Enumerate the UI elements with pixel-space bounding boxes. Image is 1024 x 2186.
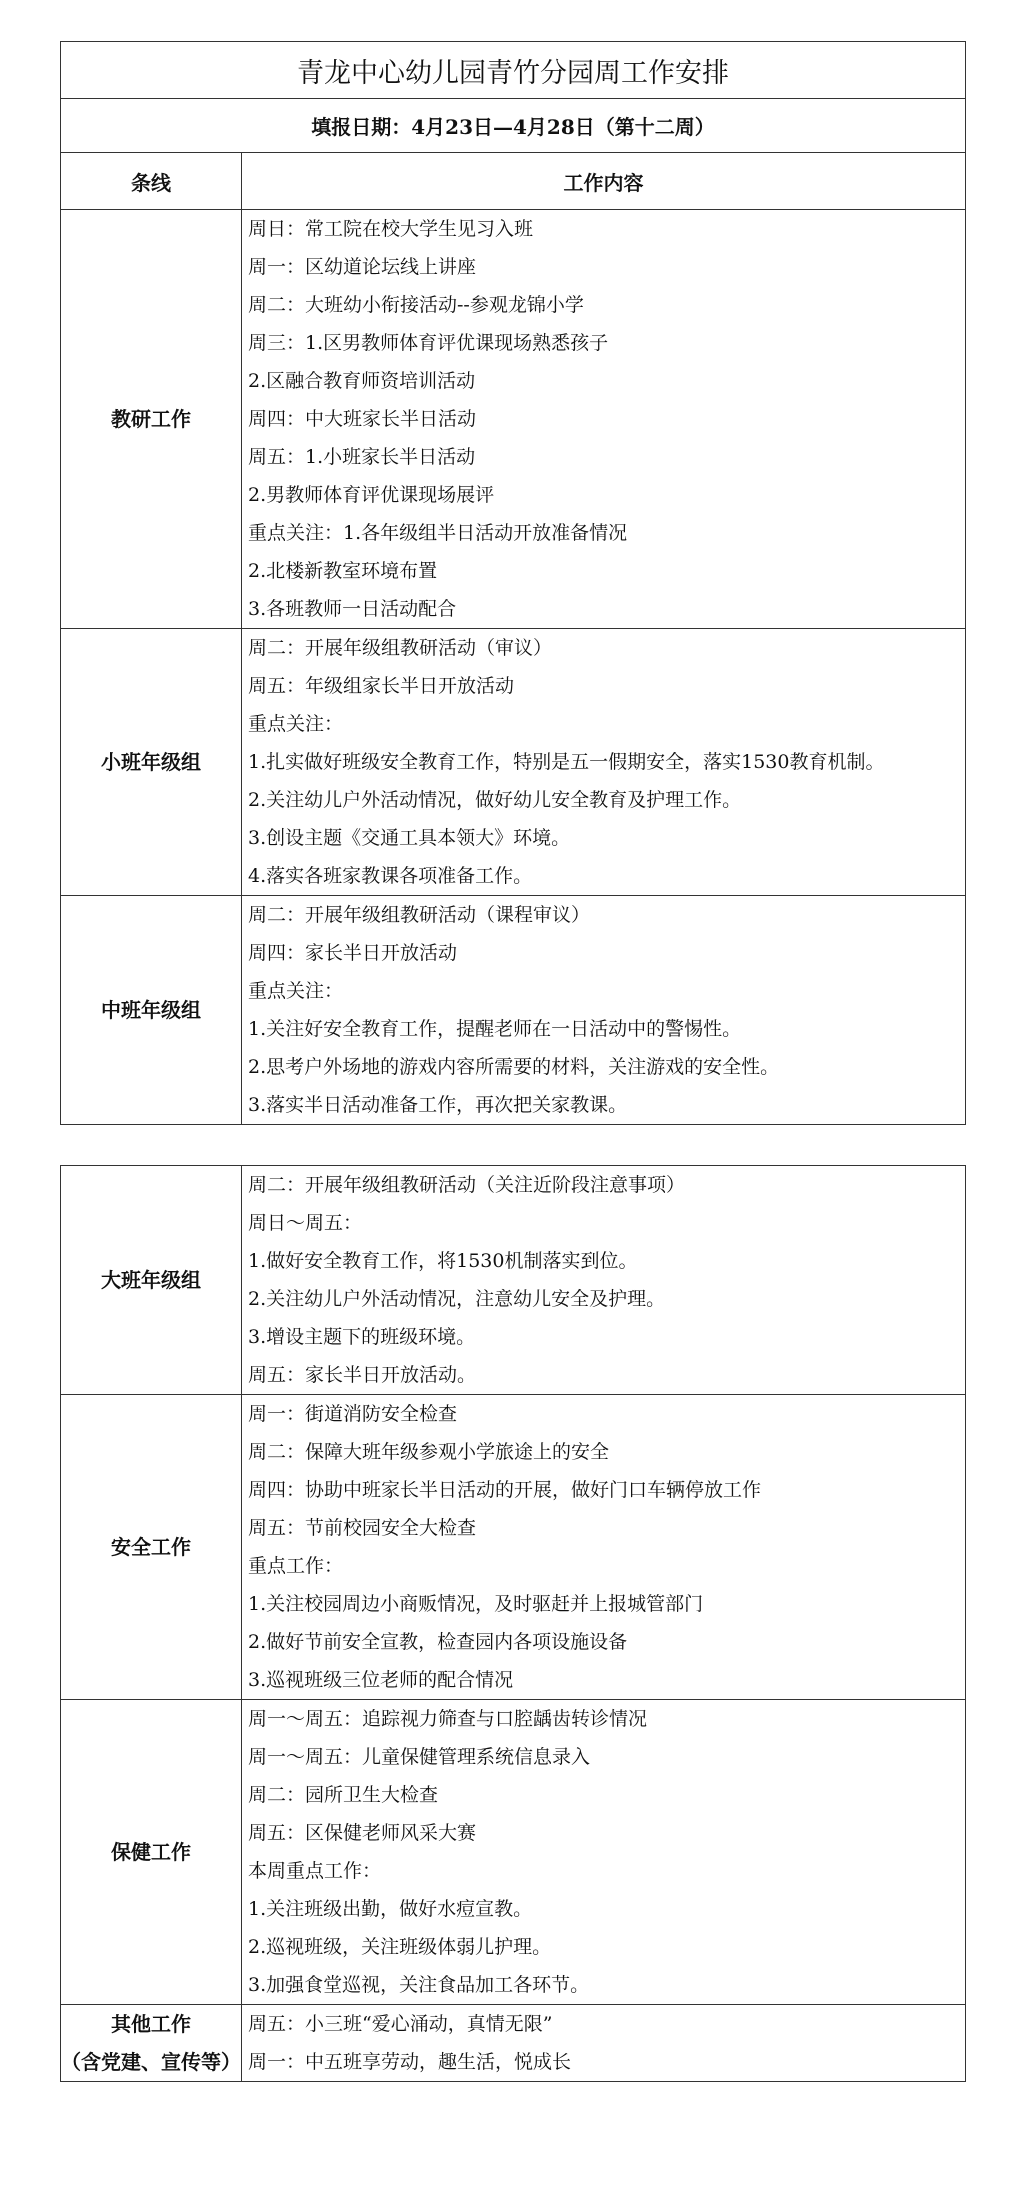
category-label: 其他工作 (111, 2012, 191, 2036)
list-item: 1.做好安全教育工作，将1530机制落实到位。 (248, 1250, 638, 1272)
list-item: 周四：家长半日开放活动 (248, 942, 458, 964)
list-item: 1.关注班级出勤，做好水痘宣教。 (248, 1898, 533, 1920)
list-item: 周一：中五班享劳动，趣生活，悦成长 (248, 2051, 572, 2073)
list-item: 周日～周五： (248, 1212, 363, 1234)
list-item: 周二：开展年级组教研活动（课程审议） (248, 904, 591, 926)
list-item: 2.巡视班级，关注班级体弱儿护理。 (248, 1936, 552, 1958)
list-item: 3.增设主题下的班级环境。 (248, 1326, 476, 1348)
header-category: 条线 (61, 153, 242, 210)
section-items (242, 2005, 966, 2082)
section-row-other (61, 2005, 966, 2082)
category-label: 中班年级组 (61, 896, 242, 1125)
page-title: 青龙中心幼儿园青竹分园周工作安排 (61, 42, 966, 99)
list-item: 3.加强食堂巡视，关注食品加工各环节。 (248, 1974, 590, 1996)
section-row-middle-class (61, 896, 966, 1125)
category-cell (61, 2005, 242, 2082)
list-item: 4.落实各班家教课各项准备工作。 (248, 865, 533, 887)
section-items (242, 896, 966, 1125)
section-items (242, 1395, 966, 1700)
list-item: 周五：家长半日开放活动。 (248, 1364, 477, 1386)
list-item: 1.关注好安全教育工作，提醒老师在一日活动中的警惕性。 (248, 1018, 742, 1040)
list-item: 周一～周五：追踪视力筛查与口腔龋齿转诊情况 (248, 1708, 648, 1730)
list-item: 2.思考户外场地的游戏内容所需要的材料，关注游戏的安全性。 (248, 1056, 780, 1078)
section-items (242, 629, 966, 896)
list-item: 周五：1.小班家长半日活动 (248, 446, 476, 468)
list-item: 重点关注： (248, 980, 344, 1002)
list-item: 1.扎实做好班级安全教育工作，特别是五一假期安全，落实1530教育机制。 (248, 751, 885, 773)
list-item: 周二：开展年级组教研活动（关注近阶段注意事项） (248, 1174, 686, 1196)
section-items (242, 210, 966, 629)
header-content: 工作内容 (242, 153, 966, 210)
list-item: 2.北楼新教室环境布置 (248, 560, 438, 582)
header-row (61, 153, 966, 210)
fill-date: 填报日期：4月23日—4月28日（第十二周） (61, 99, 966, 153)
list-item: 周五：年级组家长半日开放活动 (248, 675, 515, 697)
date-row (61, 99, 966, 153)
schedule-table-page-1 (60, 41, 966, 1125)
category-label: 安全工作 (61, 1395, 242, 1700)
list-item: 本周重点工作： (248, 1860, 382, 1882)
list-item: 周一：区幼道论坛线上讲座 (248, 256, 477, 278)
list-item: 周日：常工院在校大学生见习入班 (248, 218, 534, 240)
schedule-table-page-2 (60, 1165, 966, 2082)
list-item: 2.男教师体育评优课现场展评 (248, 484, 495, 506)
section-row-health (61, 1700, 966, 2005)
section-row-safety (61, 1395, 966, 1700)
list-item: 周四：中大班家长半日活动 (248, 408, 477, 430)
list-item: 重点关注： (248, 713, 344, 735)
section-row-large-class (61, 1166, 966, 1395)
list-item: 2.区融合教育师资培训活动 (248, 370, 476, 392)
list-item: 周二：开展年级组教研活动（审议） (248, 637, 553, 659)
list-item: 周五：小三班“爱心涌动，真情无限” (248, 2013, 553, 2035)
category-label: 大班年级组 (61, 1166, 242, 1395)
title-row (61, 42, 966, 99)
list-item: 周二：园所卫生大检查 (248, 1784, 439, 1806)
list-item: 3.巡视班级三位老师的配合情况 (248, 1669, 514, 1691)
section-items (242, 1700, 966, 2005)
list-item: 2.关注幼儿户外活动情况，注意幼儿安全及护理。 (248, 1288, 666, 1310)
list-item: 重点工作： (248, 1555, 344, 1577)
list-item: 周二：保障大班年级参观小学旅途上的安全 (248, 1441, 610, 1463)
category-label: 教研工作 (61, 210, 242, 629)
list-item: 2.关注幼儿户外活动情况，做好幼儿安全教育及护理工作。 (248, 789, 742, 811)
section-items (242, 1166, 966, 1395)
category-sublabel: （含党建、宣传等） (61, 2050, 241, 2074)
section-row-small-class (61, 629, 966, 896)
list-item: 周一：街道消防安全检查 (248, 1403, 458, 1425)
list-item: 1.关注校园周边小商贩情况，及时驱赶并上报城管部门 (248, 1593, 704, 1615)
list-item: 周五：区保健老师风采大赛 (248, 1822, 477, 1844)
list-item: 3.创设主题《交通工具本领大》环境。 (248, 827, 571, 849)
list-item: 周二：大班幼小衔接活动--参观龙锦小学 (248, 294, 584, 316)
list-item: 3.各班教师一日活动配合 (248, 598, 457, 620)
list-item: 2.做好节前安全宣教，检查园内各项设施设备 (248, 1631, 628, 1653)
category-label: 保健工作 (61, 1700, 242, 2005)
list-item: 周一～周五：儿童保健管理系统信息录入 (248, 1746, 591, 1768)
list-item: 重点关注：1.各年级组半日活动开放准备情况 (248, 522, 628, 544)
list-item: 3.落实半日活动准备工作，再次把关家教课。 (248, 1094, 628, 1116)
list-item: 周四：协助中班家长半日活动的开展，做好门口车辆停放工作 (248, 1479, 762, 1501)
category-label: 小班年级组 (61, 629, 242, 896)
list-item: 周五：节前校园安全大检查 (248, 1517, 477, 1539)
list-item: 周三：1.区男教师体育评优课现场熟悉孩子 (248, 332, 609, 354)
section-row-research (61, 210, 966, 629)
